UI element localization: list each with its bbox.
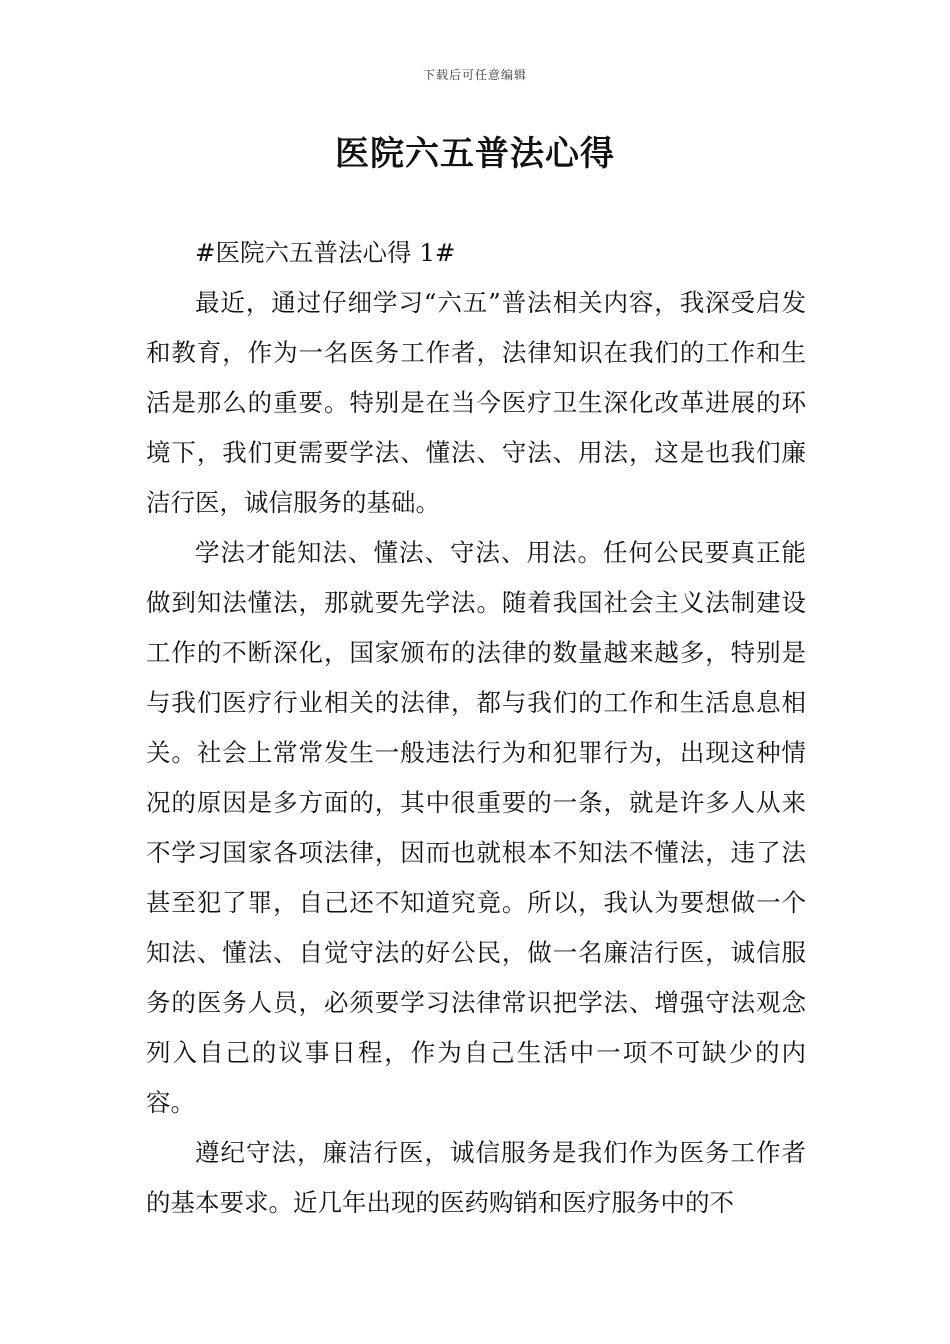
paragraph: 遵纪守法，廉洁行医，诚信服务是我们作为医务工作者的基本要求。近几年出现的医药购销和医疗服务中的不 (146, 1138, 806, 1217)
header-note: 下载后可任意编辑 (422, 68, 527, 82)
document-body (146, 228, 806, 1228)
paragraph: 学法才能知法、懂法、守法、用法。任何公民要真正能做到知法懂法，那就要先学法。随着我国社会主义法制建设工作的不断深化，国家颁布的法律的数量越来越多，特别是与我们医疗行业相关的法律，都与我们的工作和生活息息相关。社会上常常发生一般违法行为和犯罪行为，出现这种情况的原因是多方面的，其中很重要的一条，就是许多人从来不学习国家各项法律，因而也就根本不知法不懂法，违了法甚至犯了罪，自己还不知道究竟。所以，我认为要想做一个知法、懂法、自觉守法的好公民，做一名廉洁行医，诚信服务的医务人员，必须要学习法律常识把学法、增强守法观念列入自己的议事日程，作为自己生活中一项不可缺少的内容。 (146, 538, 806, 1117)
document-title: 医院六五普法心得 (335, 134, 615, 174)
paragraph: 最近，通过仔细学习“六五”普法相关内容，我深受启发和教育，作为一名医务工作者，法律知识在我们的工作和生活是那么的重要。特别是在当今医疗卫生深化改革进展的环境下，我们更需要学法、懂法、守法、用法，这是也我们廉洁行医，诚信服务的基础。 (146, 288, 806, 517)
section-heading: #医院六五普法心得 1# (195, 238, 456, 267)
